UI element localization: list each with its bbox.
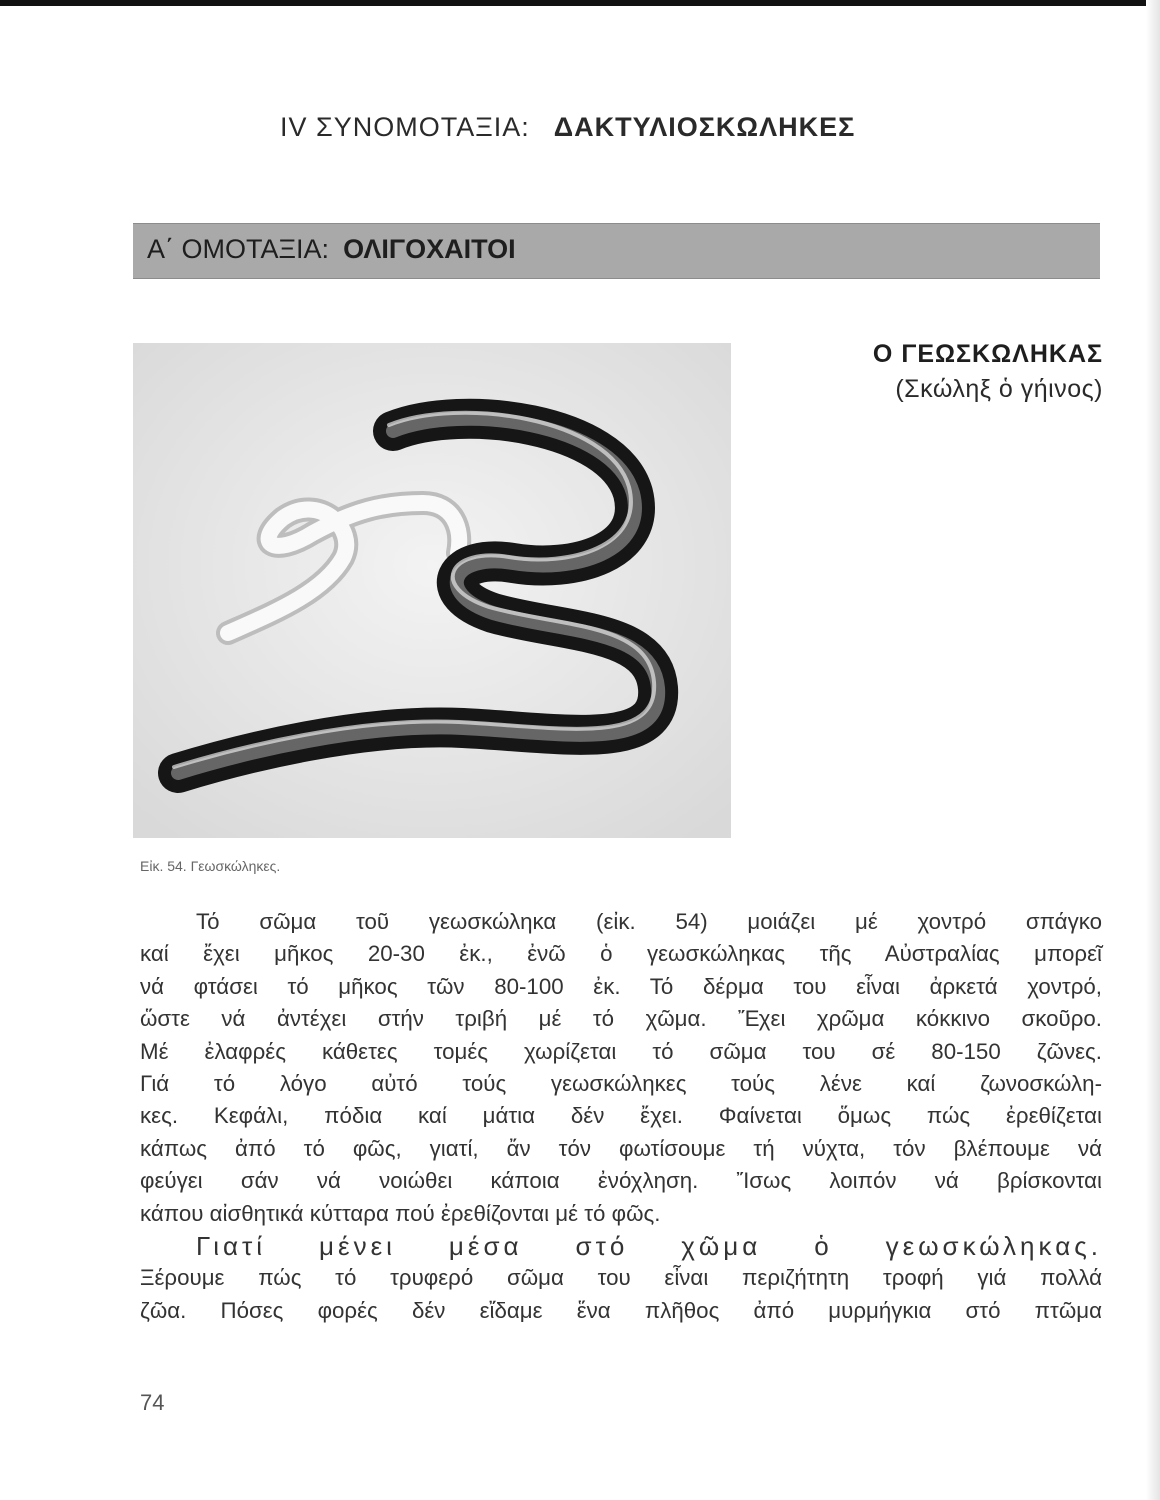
- body-line: κάπως ἀπό τό φῶς, γιατί, ἄν τόν φωτίσουμε τή νύχτα, τόν βλέπουμε νά: [140, 1135, 1102, 1161]
- body-line: Τό σῶμα τοῦ γεωσκώληκα (εἰκ. 54) μοιάζει μέ χοντρό σπάγκο: [196, 909, 1102, 934]
- earthworm-photo: [133, 343, 731, 838]
- section-subheading: Γιατί μένει μέσα στό χῶμα ὁ γεωσκώληκας.: [196, 1230, 1102, 1261]
- species-latin-name: (Σκώληξ ὁ γήινος): [895, 375, 1103, 403]
- class-name: ΟΛΙΓΟΧΑΙΤΟΙ: [343, 234, 516, 264]
- body-line: ὥστε νά ἀντέχει στήν τριβή μέ τό χῶμα. Ἔχει χρῶμα κόκκινο σκοῦρο.: [140, 1006, 1102, 1032]
- phylum-name: ΔΑΚΤΥΛΙΟΣΚΩΛΗΚΕΣ: [553, 112, 856, 142]
- class-heading-bar: [133, 223, 1100, 279]
- page-number: 74: [140, 1390, 165, 1415]
- body-line: Γιά τό λόγο αὐτό τούς γεωσκώληκες τούς λένε καί ζωνοσκώλη-: [140, 1070, 1102, 1096]
- body-text: [140, 906, 1102, 1327]
- class-prefix: Α΄ ΟΜΟΤΑΞΙΑ:: [147, 234, 330, 264]
- phylum-heading: [280, 112, 1040, 143]
- body-line: κες. Κεφάλι, πόδια καί μάτια δέν ἔχει. Φαίνεται ὅμως πώς ἐρεθίζεται: [140, 1103, 1102, 1129]
- body-line: κάπου αἰσθητικά κύτταρα πού ἐρεθίζονται μέ τό φῶς.: [140, 1200, 661, 1226]
- body-line: καί ἔχει μῆκος 20-30 ἐκ., ἐνῶ ὁ γεωσκώληκας τῆς Αὐστραλίας μπορεῖ: [140, 941, 1102, 967]
- earthworm-illustration: [133, 343, 731, 838]
- top-border: [0, 0, 1160, 6]
- body-line: φεύγει σάν νά νοιώθει κάποια ἐνόχληση. Ἴσως λοιπόν νά βρίσκονται: [140, 1168, 1102, 1194]
- body-line: Μέ ἐλαφρές κάθετες τομές χωρίζεται τό σῶμα του σέ 80-150 ζῶνες.: [140, 1038, 1102, 1064]
- body-line: ζῶα. Πόσες φορές δέν εἴδαμε ἕνα πλῆθος ἀπό μυρμήγκια στό πτῶμα: [140, 1297, 1102, 1323]
- body-line: Ξέρουμε πώς τό τρυφερό σῶμα του εἶναι περιζήτητη τροφή γιά πολλά: [140, 1265, 1102, 1291]
- class-heading: [147, 234, 516, 265]
- phylum-prefix: IV ΣΥΝΟΜΟΤΑΞΙΑ:: [280, 112, 530, 142]
- species-title: [820, 340, 1103, 404]
- species-name: Ο ΓΕΩΣΚΩΛΗΚΑΣ: [872, 340, 1103, 368]
- page-edge-shadow: [1146, 0, 1160, 1500]
- body-line: νά φτάσει τό μῆκος τῶν 80-100 ἐκ. Τό δέρμα του εἶναι ἀρκετά χοντρό,: [140, 973, 1102, 999]
- figure-caption: Εἰκ. 54. Γεωσκώληκες.: [140, 858, 281, 874]
